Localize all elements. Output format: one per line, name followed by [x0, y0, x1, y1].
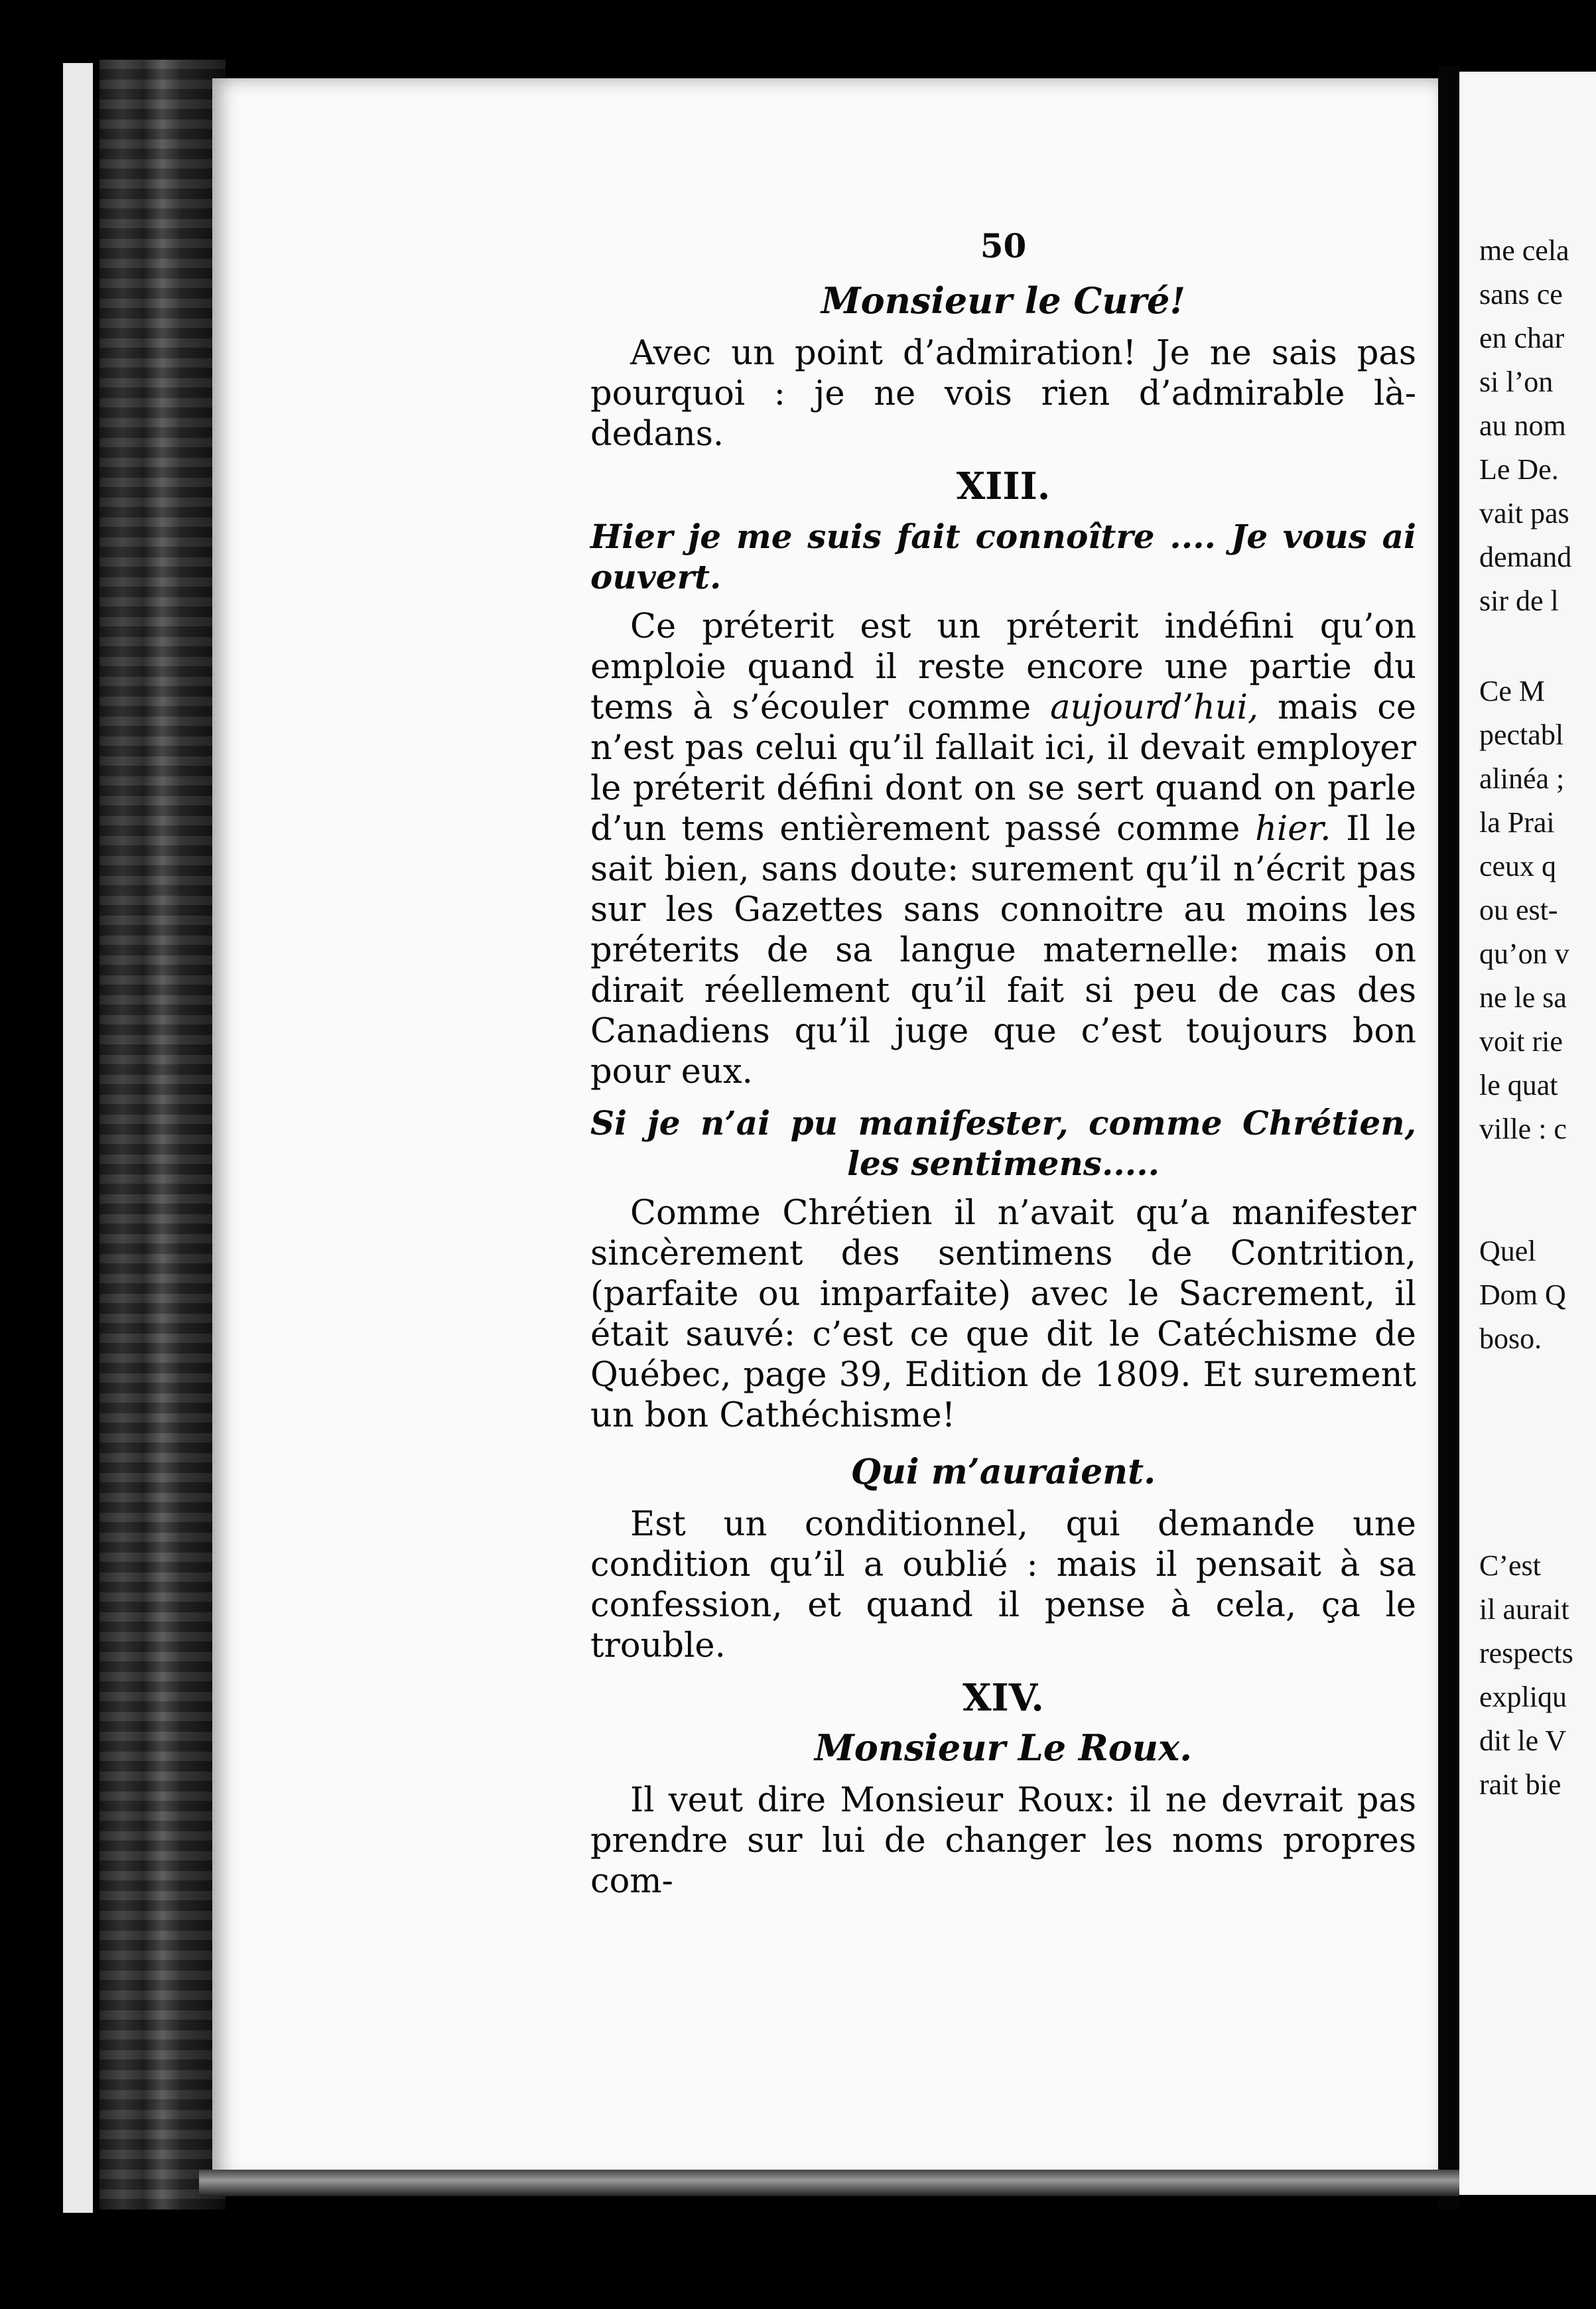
quote-hier: Hier je me suis fait connoître .... Je vous ai ouvert. — [590, 517, 1416, 596]
paragraph-preterit-italic-2: hier. — [1255, 809, 1331, 849]
next-page-line: dit le V — [1479, 1724, 1567, 1757]
heading-monsieur-le-cure: Monsieur le Curé! — [821, 279, 1186, 322]
next-page-line: rait bie — [1479, 1768, 1562, 1801]
heading-monsieur-le-roux: Monsieur Le Roux. — [814, 1726, 1193, 1769]
paragraph-preterit-italic-1: aujourd’hui, — [1050, 688, 1259, 727]
page-bottom-edge — [199, 2170, 1459, 2196]
next-page-line: respects — [1479, 1637, 1573, 1669]
paragraph-contrition: Comme Chrétien il n’avait qu’a manifester sincèrement des sentimens de Contrition, (parfaite ou imparfaite) avec le Sacrement, il était sauvé: c’est ce que dit le Catéchisme de Québec, page 39, Edition de 1809. Et surement un bon Cathéchisme! — [590, 1194, 1416, 1435]
next-page-line: ceux q — [1479, 850, 1557, 882]
next-page-line: Quel — [1479, 1235, 1536, 1267]
next-page-fragment — [1459, 72, 1596, 2195]
page-gutter — [1438, 66, 1459, 2209]
next-page-line: au nom — [1479, 409, 1566, 442]
paragraph-preterit-b: mais ce n’est pas celui qu’il fallait ici, il devait employer le préterit défini dont on se sert quand on parle d’un tems entièrement passé comme — [590, 688, 1416, 849]
paragraph-admiration: Avec un point d’admiration! Je ne sais pas pourquoi : je ne vois rien d’admirable là-dedans. — [590, 334, 1416, 454]
paragraph-preterit-c: Il le sait bien, sans doute: surement qu’il n’écrit pas sur les Gazettes sans connoitre au moins les préterits de sa langue maternelle: mais on dirait réellement qu’il fait si peu de cas des Canadiens qu’il juge que c’est toujours bon pour eux. — [590, 809, 1416, 1091]
next-page-line: pectabl — [1479, 719, 1564, 751]
next-page-line: vait pas — [1479, 497, 1569, 529]
next-page-line: ou est- — [1479, 894, 1558, 926]
next-page-line: ne le sa — [1479, 981, 1567, 1014]
left-page-edge — [63, 63, 93, 2213]
heading-qui-m-auraient: Qui m’auraient. — [850, 1452, 1156, 1492]
section-number-xiv: XIV. — [963, 1676, 1044, 1720]
next-page-line: alinéa ; — [1479, 762, 1565, 795]
next-page-line: Ce M — [1479, 675, 1545, 707]
next-page-line: si l’on — [1479, 366, 1554, 398]
next-page-line: sans ce — [1479, 278, 1563, 311]
next-page-line: sir de l — [1479, 585, 1559, 617]
paragraph-preterit-a: Ce préterit est un préterit indéfini qu’on emploie quand il reste encore une partie du tems à s’écouler comme — [590, 607, 1416, 727]
next-page-line: Dom Q — [1479, 1279, 1566, 1311]
next-page-line: ville : c — [1479, 1113, 1567, 1145]
next-page-line: voit rie — [1479, 1025, 1563, 1058]
book-binding — [100, 60, 226, 2209]
quote-chretien: Si je n’ai pu manifester, comme Chrétien, les sentimens..... — [590, 1103, 1416, 1183]
next-page-line: expliqu — [1479, 1681, 1567, 1713]
next-page-line: demand — [1479, 541, 1572, 573]
next-page-line: Le De. — [1479, 453, 1559, 486]
next-page-line: boso. — [1479, 1322, 1542, 1355]
page-number: 50 — [980, 226, 1027, 265]
page-text — [590, 226, 1416, 1912]
paragraph-roux: Il veut dire Monsieur Roux: il ne devrait pas prendre sur lui de changer les noms propres com- — [590, 1781, 1416, 1901]
next-page-line: le quat — [1479, 1069, 1558, 1101]
section-number-xiii: XIII. — [956, 464, 1051, 508]
next-page-line: en char — [1479, 322, 1565, 354]
next-page-line: qu’on v — [1479, 938, 1569, 970]
paragraph-preterit — [590, 606, 1416, 1092]
paragraph-conditionnel: Est un conditionnel, qui demande une condition qu’il a oublié : mais il pensait à sa confession, et quand il pense à cela, ça le trouble. — [590, 1505, 1416, 1665]
next-page-line: la Prai — [1479, 806, 1555, 839]
next-page-line: C’est — [1479, 1549, 1541, 1582]
next-page-line: il aurait — [1479, 1593, 1569, 1626]
next-page-line: me cela — [1479, 234, 1569, 267]
